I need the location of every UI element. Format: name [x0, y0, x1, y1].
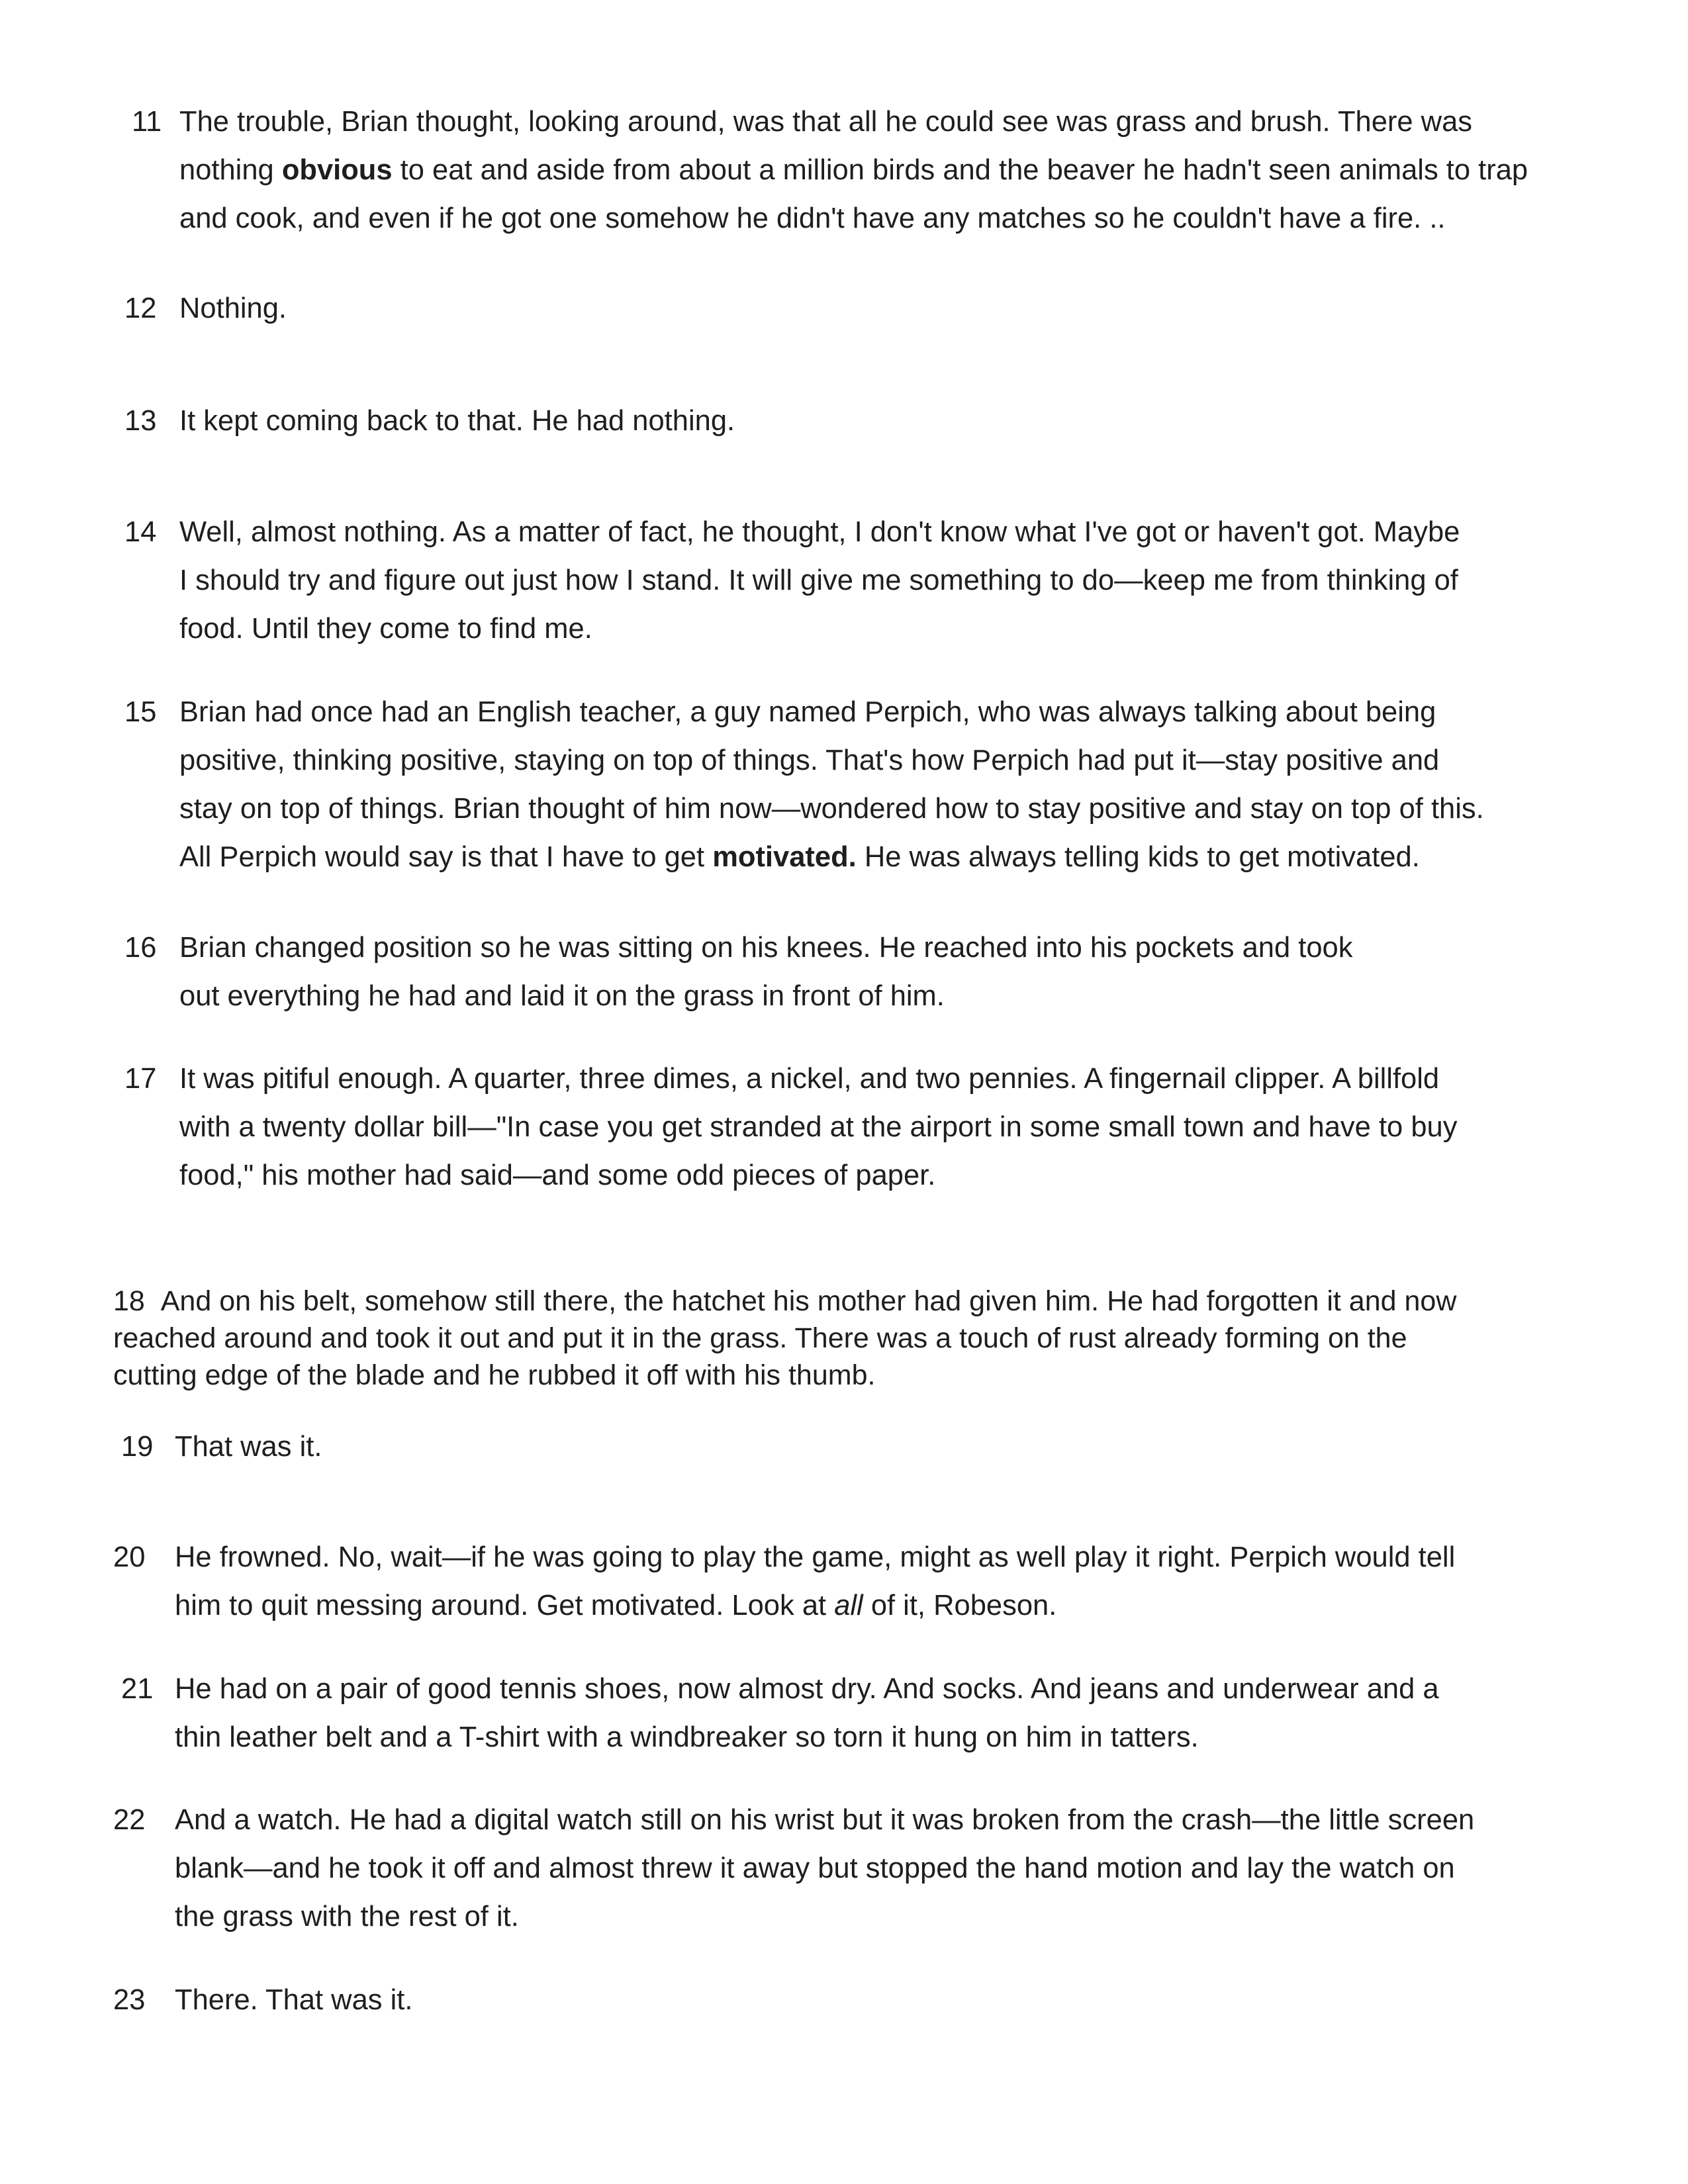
- bold-emphasis: obvious: [281, 154, 393, 186]
- text-line: 18 And on his belt, somehow still there, the hatchet his mother had given him. He had forgotten it and now: [113, 1285, 1457, 1317]
- text-line: Brian had once had an English teacher, a guy named Perpich, who was always talking about being: [179, 696, 1436, 728]
- paragraph-number: 16: [124, 932, 157, 964]
- bold-emphasis: motivated.: [712, 841, 857, 873]
- text-line: That was it.: [175, 1431, 322, 1463]
- text-line: with a twenty dollar bill—"In case you get stranded at the airport in some small town and have to buy: [179, 1111, 1458, 1143]
- text-line: Well, almost nothing. As a matter of fact, he thought, I don't know what I've got or haven't got. Maybe: [179, 516, 1460, 548]
- text-line: All Perpich would say is that I have to get motivated. He was always telling kids to get motivated.: [179, 841, 1420, 873]
- paragraph-text: [179, 508, 1460, 653]
- text-line: out everything he had and laid it on the grass in front of him.: [179, 980, 945, 1012]
- text-line: And a watch. He had a digital watch still on his wrist but it was broken from the crash—the little screen: [175, 1804, 1475, 1836]
- text-line: There. That was it.: [175, 1984, 413, 2016]
- paragraph-text: [175, 1796, 1474, 1941]
- text-line: He frowned. No, wait—if he was going to play the game, might as well play it right. Perpich would tell: [175, 1541, 1456, 1573]
- paragraph-number: 23: [113, 1984, 146, 2016]
- paragraph-text: [179, 1055, 1457, 1200]
- paragraph-number: 22: [113, 1804, 146, 1836]
- paragraph-text: [113, 1283, 1456, 1394]
- paragraph-text: [175, 1665, 1439, 1762]
- paragraph-text: [175, 1533, 1455, 1630]
- paragraph-number: 15: [124, 696, 157, 728]
- paragraph-number: 14: [124, 516, 157, 548]
- text-line: cutting edge of the blade and he rubbed it off with his thumb.: [113, 1359, 876, 1391]
- italic-emphasis: all: [834, 1590, 863, 1621]
- paragraph-number: 17: [124, 1063, 157, 1095]
- text-line: him to quit messing around. Get motivated. Look at all of it, Robeson.: [175, 1590, 1057, 1621]
- text-line: thin leather belt and a T-shirt with a windbreaker so torn it hung on him in tatters.: [175, 1721, 1199, 1753]
- paragraph-number: 19: [121, 1431, 154, 1463]
- paragraph-number: 12: [124, 293, 157, 324]
- text-line: I should try and figure out just how I stand. It will give me something to do—keep me from thinking of: [179, 565, 1458, 596]
- text-line: It was pitiful enough. A quarter, three dimes, a nickel, and two pennies. A fingernail clipper. A billfold: [179, 1063, 1440, 1095]
- text-line: He had on a pair of good tennis shoes, now almost dry. And socks. And jeans and underwear and a: [175, 1673, 1439, 1705]
- paragraph-text: [179, 688, 1484, 882]
- paragraph-text: [179, 924, 1353, 1021]
- text-line: It kept coming back to that. He had nothing.: [179, 405, 735, 437]
- text-line: nothing obvious to eat and aside from about a million birds and the beaver he hadn't seen animals to trap: [179, 154, 1528, 186]
- paragraph-text: [175, 1423, 322, 1471]
- paragraph-number: 11: [132, 106, 162, 138]
- paragraph-number: 20: [113, 1541, 146, 1573]
- paragraph-number: 18: [113, 1285, 145, 1317]
- text-line: positive, thinking positive, staying on top of things. That's how Perpich had put it—stay positive and: [179, 745, 1440, 776]
- paragraph-text: [179, 397, 735, 445]
- text-line: and cook, and even if he got one somehow he didn't have any matches so he couldn't have a fire. ..: [179, 203, 1446, 234]
- text-line: The trouble, Brian thought, looking around, was that all he could see was grass and brush. There was: [179, 106, 1473, 138]
- text-line: food. Until they come to find me.: [179, 613, 592, 645]
- text-line: the grass with the rest of it.: [175, 1901, 519, 1933]
- text-line: food," his mother had said—and some odd pieces of paper.: [179, 1160, 936, 1191]
- text-line: Brian changed position so he was sitting on his knees. He reached into his pockets and took: [179, 932, 1353, 964]
- paragraph-text: [175, 1976, 412, 2025]
- paragraph-text: [179, 98, 1528, 243]
- text-line: Nothing.: [179, 293, 287, 324]
- paragraph-number: 13: [124, 405, 157, 437]
- paragraph-number: 21: [121, 1673, 154, 1705]
- text-line: blank—and he took it off and almost threw it away but stopped the hand motion and lay the watch on: [175, 1852, 1455, 1884]
- paragraph-text: [179, 285, 287, 333]
- text-line: stay on top of things. Brian thought of him now—wondered how to stay positive and stay on top of this.: [179, 793, 1484, 825]
- text-line: reached around and took it out and put it in the grass. There was a touch of rust already forming on the: [113, 1322, 1407, 1354]
